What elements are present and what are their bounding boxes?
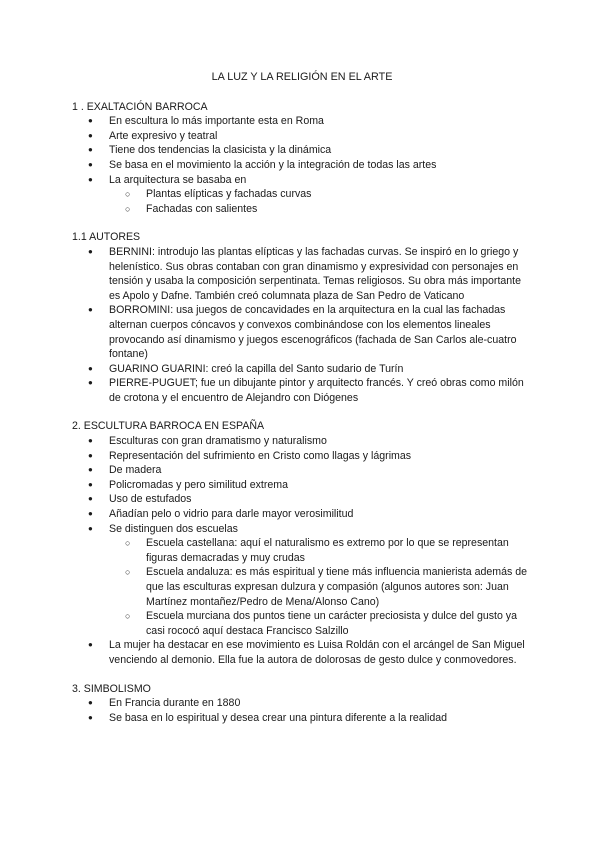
sub-list-item: ○ Escuela murciana dos puntos tiene un carácter preciosista y dulce del gusto ya casi rococó aquí destaca Francisco Salzillo: [109, 609, 532, 638]
list-item: ● Tiene dos tendencias la clasicista y la dinámica: [72, 143, 532, 158]
list-item: ● Policromadas y pero similitud extrema: [72, 478, 532, 493]
section-autores: [72, 230, 532, 405]
list-item: ● Arte expresivo y teatral: [72, 129, 532, 144]
list-item-text: Se distinguen dos escuelas: [109, 522, 238, 535]
sub-list-item: ○ Escuela castellana: aquí el naturalismo es extremo por lo que se representan figuras demacradas y muy crudas: [109, 536, 532, 565]
sub-list-item: ○ Fachadas con salientes: [109, 202, 532, 217]
list-item: ● Representación del sufrimiento en Cristo como llagas y lágrimas: [72, 449, 532, 464]
list-item: [72, 173, 532, 217]
list-item: ● PIERRE-PUGUET; fue un dibujante pintor y arquitecto francés. Y creó obras como milón de crotona y el encuentro de Alejandro con Diógenes: [72, 376, 532, 405]
list-item: ● Añadían pelo o vidrio para darle mayor verosimilitud: [72, 507, 532, 522]
list-item: ● BERNINI: introdujo las plantas elípticas y las fachadas curvas. Se inspiró en lo griego y helenístico. Sus obras contaban con gran dinamismo y expresividad con personajes en tensión y usaba la composición serpentinata. Temas religiosos. Su obra más importante es Apolo y Dafne. También creó columnata plaza de San Pedro de Vaticano: [72, 245, 532, 303]
list-item: ● BORROMINI: usa juegos de concavidades en la arquitectura en la cual las fachadas alternan cuerpos cóncavos y convexos combinándose con los elementos lineales provocando así dinamismo y juegos escenográficos (fachada de San Carlos ale-cuatro fontane): [72, 303, 532, 361]
list-item: ● En escultura lo más importante esta en Roma: [72, 114, 532, 129]
section-heading: 1 . EXALTACIÓN BARROCA: [72, 100, 208, 113]
bullet-list: [72, 434, 532, 668]
section-exaltacion-barroca: [72, 100, 532, 217]
sub-list-item: ○ Escuela andaluza: es más espiritual y tiene más influencia manierista además de que las esculturas expresan dulzura y compasión (algunos autores son: Juan Martínez montañez/Pedro de Mena/Alonso Cano): [109, 565, 532, 609]
list-item-text: La arquitectura se basaba en: [109, 173, 247, 186]
section-escultura-barroca-espana: [72, 419, 532, 667]
sub-list-item: ○ Plantas elípticas y fachadas curvas: [109, 187, 532, 202]
document-page: [72, 70, 532, 739]
list-item: ● Se basa en lo espiritual y desea crear una pintura diferente a la realidad: [72, 711, 532, 726]
list-item: ● GUARINO GUARINI: creó la capilla del Santo sudario de Turín: [72, 362, 532, 377]
list-item: ● Esculturas con gran dramatismo y naturalismo: [72, 434, 532, 449]
section-heading: 1.1 AUTORES: [72, 231, 141, 244]
list-item: ● Uso de estufados: [72, 492, 532, 507]
document-title: LA LUZ Y LA RELIGIÓN EN EL ARTE: [211, 71, 393, 83]
bullet-list: [72, 114, 532, 216]
list-item: ● Se basa en el movimiento la acción y la integración de todas las artes: [72, 158, 532, 173]
sub-list: [109, 187, 532, 216]
section-heading: 2. ESCULTURA BARROCA EN ESPAÑA: [72, 420, 265, 433]
list-item: ● De madera: [72, 463, 532, 478]
bullet-list: [72, 245, 532, 406]
list-item: ● La mujer ha destacar en ese movimiento es Luisa Roldán con el arcángel de San Miguel venciendo al demonio. Ella fue la autora de dolorosas de gesto dulce y conmovedores.: [72, 638, 532, 667]
section-simbolismo: [72, 682, 532, 726]
section-heading: 3. SIMBOLISMO: [72, 682, 151, 695]
list-item: ● En Francia durante en 1880: [72, 696, 532, 711]
list-item: [72, 522, 532, 639]
bullet-list: [72, 696, 532, 725]
sub-list: [109, 536, 532, 638]
